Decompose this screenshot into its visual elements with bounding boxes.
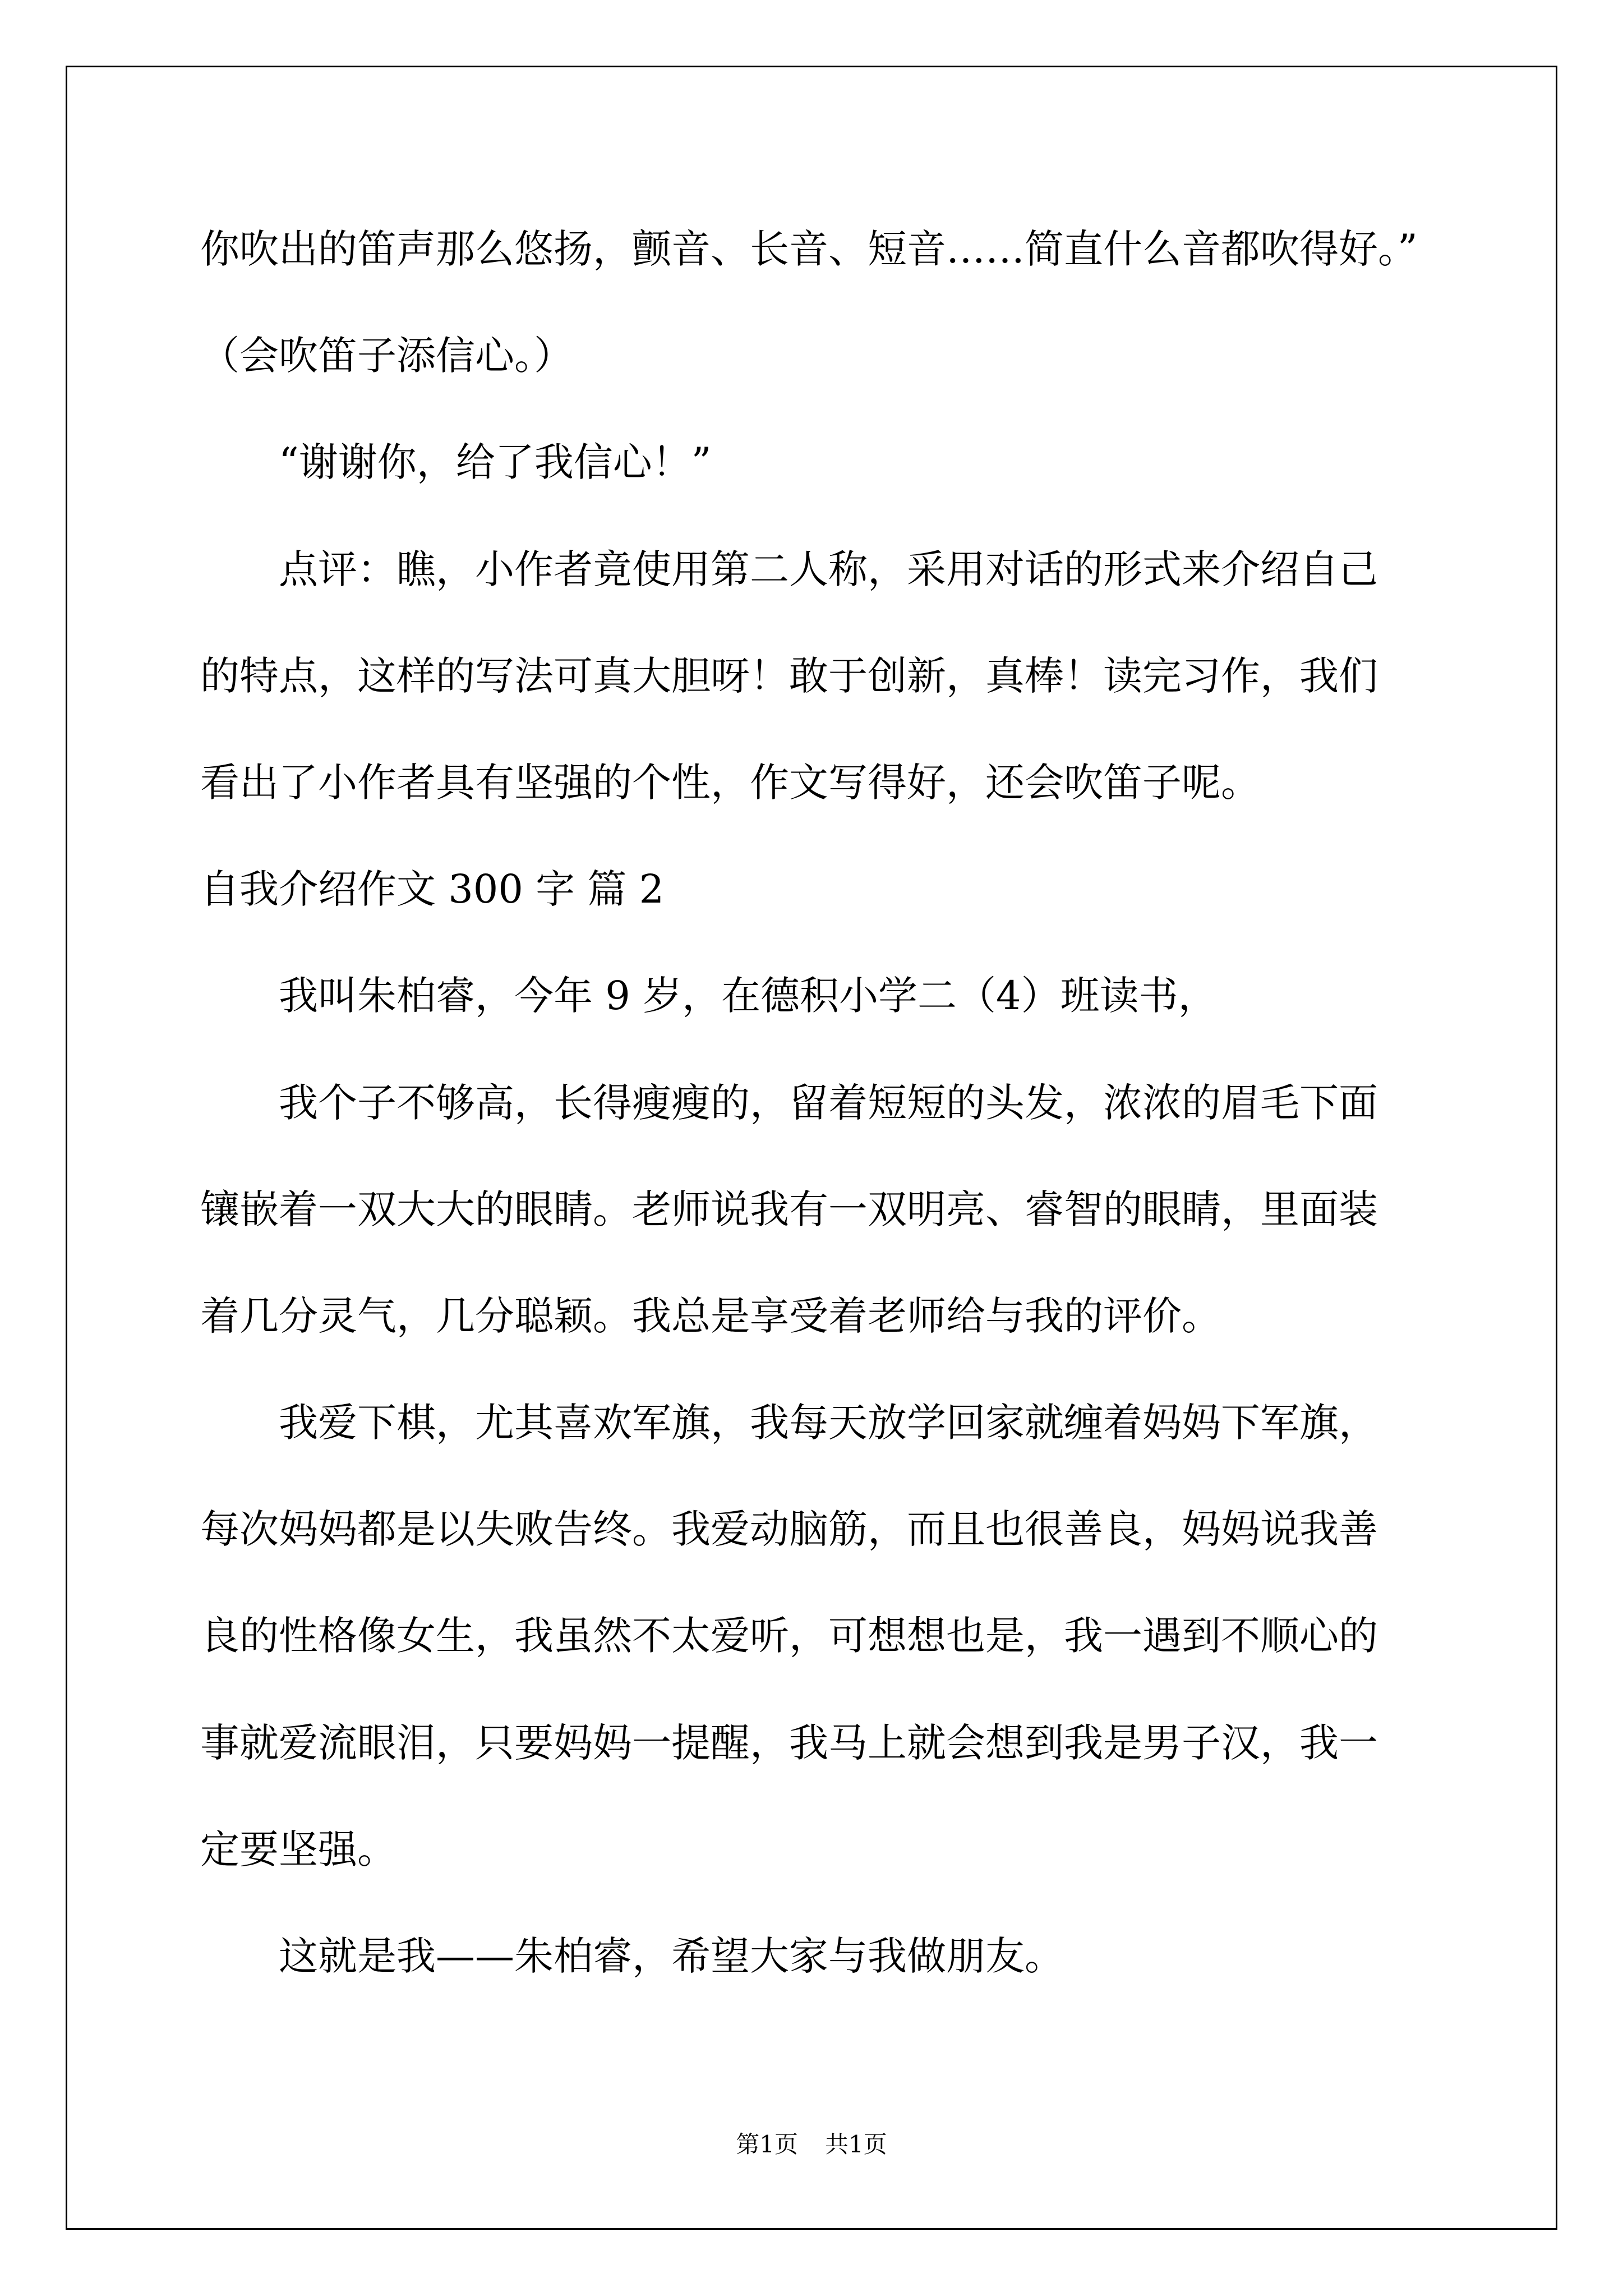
text-line: “谢谢你，给了我信心！” (279, 439, 712, 486)
paragraph (200, 1903, 1535, 2009)
text-line: 这就是我——朱柏睿，希望大家与我做朋友。 (279, 1933, 1064, 1979)
paragraph (200, 1050, 1535, 1370)
text-line: 我爱下棋，尤其喜欢军旗，我每天放学回家就缠着妈妈下军旗， (279, 1400, 1378, 1446)
text-line: 看出了小作者具有坚强的个性，作文写得好，还会吹笛子呢。 (200, 759, 1260, 806)
page-total: 共1页 (825, 2131, 887, 2158)
paragraph (200, 942, 1535, 1049)
text-line: 的特点，这样的写法可真大胆呀！敢于创新，真棒！读完习作，我们 (200, 652, 1378, 699)
text-line: 良的性格像女生，我虽然不太爱听，可想想也是，我一遇到不顺心的 (200, 1613, 1378, 1659)
text-line: 点评：瞧，小作者竟使用第二人称，采用对话的形式来介绍自己 (279, 546, 1378, 592)
paragraph (200, 409, 1535, 516)
section-heading: 自我介绍作文 300 字 篇 2 (200, 866, 665, 913)
text-line: （会吹笛子添信心。） (200, 333, 573, 379)
text-line: 着几分灵气，几分聪颖。我总是享受着老师给与我的评价。 (200, 1292, 1221, 1339)
text-line: 事就爱流眼泪，只要妈妈一提醒，我马上就会想到我是男子汉，我一 (200, 1719, 1378, 1766)
text-line: 镶嵌着一双大大的眼睛。老师说我有一双明亮、睿智的眼睛，里面装 (200, 1186, 1378, 1232)
text-line: 每次妈妈都是以失败告终。我爱动脑筋，而且也很善良，妈妈说我善 (200, 1506, 1378, 1553)
text-line: 我个子不够高，长得瘦瘦的，留着短短的头发，浓浓的眉毛下面 (279, 1079, 1378, 1126)
text-line: 我叫朱柏睿，今年 9 岁，在德积小学二（4）班读书， (279, 973, 1218, 1019)
page-footer (0, 2129, 1623, 2160)
comment-paragraph (200, 516, 1535, 836)
continued-paragraph (200, 196, 1535, 409)
text-line: 定要坚强。 (200, 1826, 396, 1872)
text-line: 你吹出的笛声那么悠扬，颤音、长音、短音……简直什么音都吹得好。” (200, 226, 1418, 272)
document-body (200, 196, 1535, 2009)
page-number: 第1页 (736, 2131, 798, 2158)
paragraph (200, 1369, 1535, 1903)
